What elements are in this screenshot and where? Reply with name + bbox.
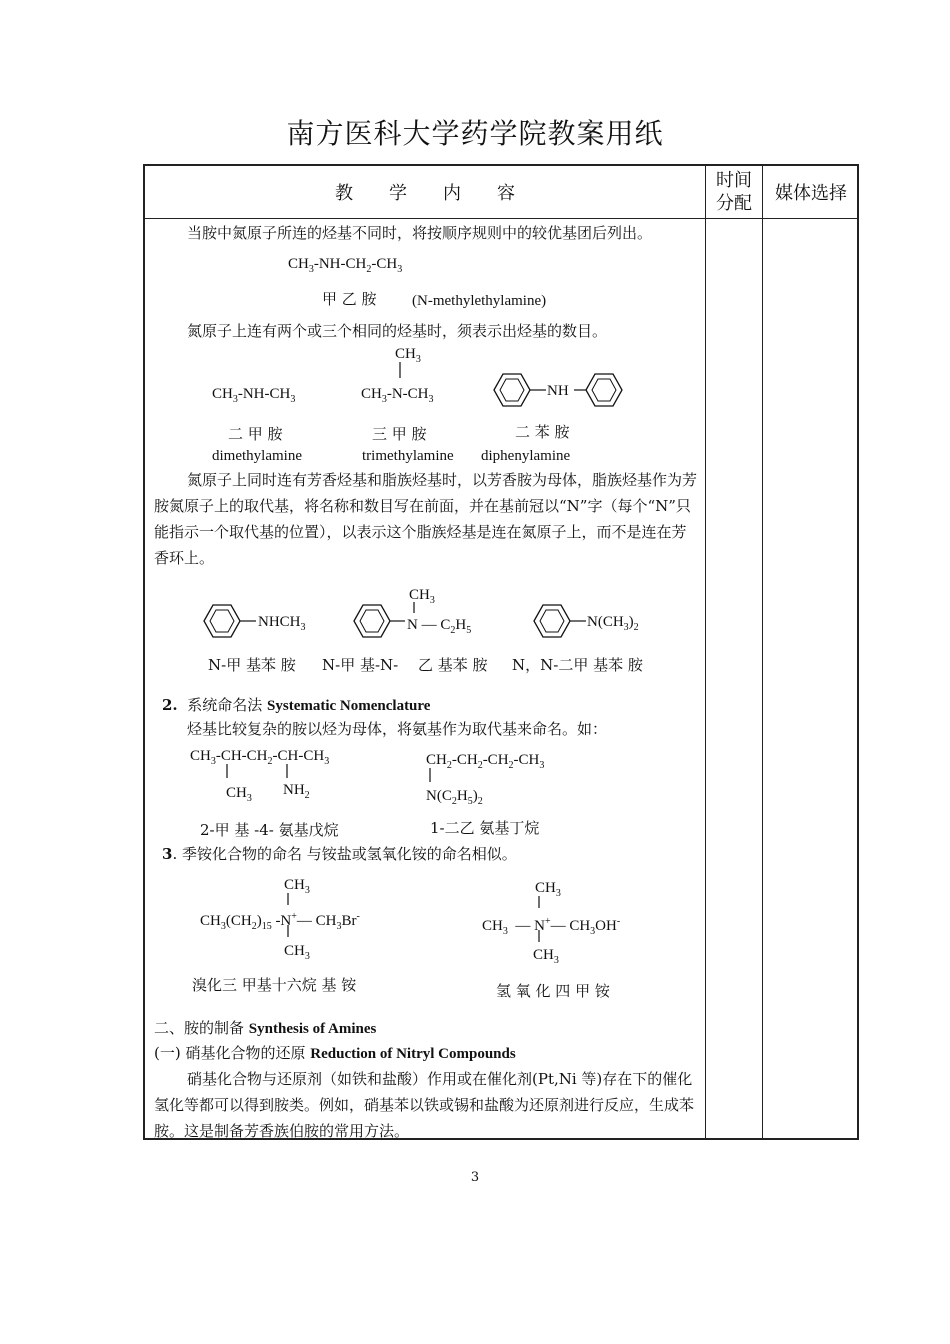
nn-dimethylaniline-ring <box>530 600 590 642</box>
trimethylamine-name-en: trimethylamine <box>362 448 454 464</box>
header-time-line2: 分配 <box>716 193 752 214</box>
quat-a-bottom: $CH_3$ <box>284 943 310 962</box>
section2-heading: 2. 系统命名法 Systematic Nomenclature <box>162 696 431 714</box>
n-methyl-n-ethylaniline-top: $CH_3$ <box>409 587 435 606</box>
n-methyl-n-ethylaniline-label: N — $C_2H_5$ <box>407 617 472 636</box>
diphenylamine-nh: NH <box>547 383 569 399</box>
diphenylamine-name-cn: 二 苯 胺 <box>515 423 570 441</box>
header-media: 媒体选择 <box>775 183 847 204</box>
quat-a-name: 溴化三 甲基十六烷 基 铵 <box>192 976 357 994</box>
quat-b-name: 氢 氧 化 四 甲 铵 <box>496 982 610 1000</box>
aminopentane-main-chain: $CH_3-CH-CH_2-CH-CH_3$ <box>190 748 330 767</box>
quat-b-formula: $CH_3$ — N+— $CH_3OH^-$ <box>482 916 621 937</box>
methylethylamine-name-cn: 甲 乙 胺 <box>322 290 377 308</box>
n-methylaniline-name: N-甲 基苯 胺 <box>208 656 296 674</box>
section3-heading: 3. 季铵化合物的命名 与铵盐或氢氧化铵的命名相似。 <box>162 845 517 863</box>
nn-dimethylaniline-name: N，N-二甲 基苯 胺 <box>512 656 643 674</box>
trimethylamine-formula: $CH_3-N-CH_3$ <box>361 386 434 405</box>
bond-line <box>398 362 402 380</box>
aminopentane-amino-branch: $NH_2$ <box>283 782 310 801</box>
diethylaminobutane-name: 1-二乙 氨基丁烷 <box>430 819 540 837</box>
bond-line <box>537 930 543 944</box>
methylethylamine-name-en: (N-methylethylamine) <box>412 293 547 309</box>
page-title: 南方医科大学药学院教案用纸 <box>286 117 664 150</box>
diethylaminobutane-branch: $N(C_2H_5)_2$ <box>426 788 483 807</box>
header-time-line1: 时间 <box>716 170 752 191</box>
diethylaminobutane-main-chain: $CH_2-CH_2-CH_2-CH_3$ <box>426 752 545 771</box>
bond-line <box>286 893 292 907</box>
intro-rule: 当胺中氮原子所连的烃基不同时，将按顺序规则中的较优基团后列出。 <box>187 224 653 242</box>
part2-heading: 二、胺的制备 Synthesis of Amines <box>154 1019 377 1037</box>
trimethylamine-name-cn: 三 甲 胺 <box>372 425 427 443</box>
n-methylaniline-label: $NHCH_3$ <box>258 614 306 633</box>
n-methylaniline-ring <box>200 600 260 642</box>
quat-a-formula: $CH_3(CH_2)_{15}$ -N+— $CH_3Br^-$ <box>200 911 360 932</box>
quat-b-bottom: $CH_3$ <box>533 947 559 966</box>
trimethylamine-top: $CH_3$ <box>395 346 421 365</box>
page-number: 3 <box>470 1170 480 1185</box>
aminopentane-name: 2-甲 基 -4- 氨基戊烷 <box>200 821 339 839</box>
ethylaniline-name: 乙 基苯 胺 <box>418 656 488 674</box>
dimethylamine-name-cn: 二 甲 胺 <box>228 425 283 443</box>
dimethylamine-formula: $CH_3-NH-CH_3$ <box>212 386 296 405</box>
bond-line <box>286 925 292 939</box>
aminopentane-methyl-branch: $CH_3$ <box>226 785 252 804</box>
header-content: 教 学 内 容 <box>335 183 515 204</box>
diphenylamine-name-en: diphenylamine <box>481 448 571 464</box>
bond-line <box>428 768 434 786</box>
sub1-text: 硝基化合物与还原剂（如铁和盐酸）作用或在催化剂(Pt,Ni 等)存在下的催化氢化等都可以得到胺类。例如，硝基苯以铁或锡和盐酸为还原剂进行反应，生成苯胺。这是制备芳香族伯胺的常用方法。 <box>154 1070 695 1140</box>
n-methyl-n-name: N-甲 基-N- <box>322 656 399 674</box>
bond-line <box>537 896 543 910</box>
section2-text: 烃基比较复杂的胺以烃为母体，将氨基作为取代基来命名。如： <box>187 720 608 738</box>
quat-b-top: $CH_3$ <box>535 880 561 899</box>
methylethylamine-formula: $CH_3-NH-CH_2-CH_3$ <box>288 256 403 275</box>
quat-a-top: $CH_3$ <box>284 877 310 896</box>
sub1-heading: (一) 硝基化合物的还原 Reduction of Nitryl Compounds <box>154 1044 516 1062</box>
rule-same-groups: 氮原子上连有两个或三个相同的烃基时，须表示出烃基的数目。 <box>187 322 608 340</box>
rule-mixed-groups: 氮原子上同时连有芳香烃基和脂族烃基时，以芳香胺为母体，脂族烃基作为芳胺氮原子上的取代基，将名称和数目写在前面，并在基前冠以“N”字（每个“N”只能指示一个取代基的位置），以表示这个脂族烃基是连在氮原子上，而不是连在芳香环上。 <box>154 471 698 567</box>
nn-dimethylaniline-label: $N(CH_3)_2$ <box>587 614 639 633</box>
dimethylamine-name-en: dimethylamine <box>212 448 302 464</box>
